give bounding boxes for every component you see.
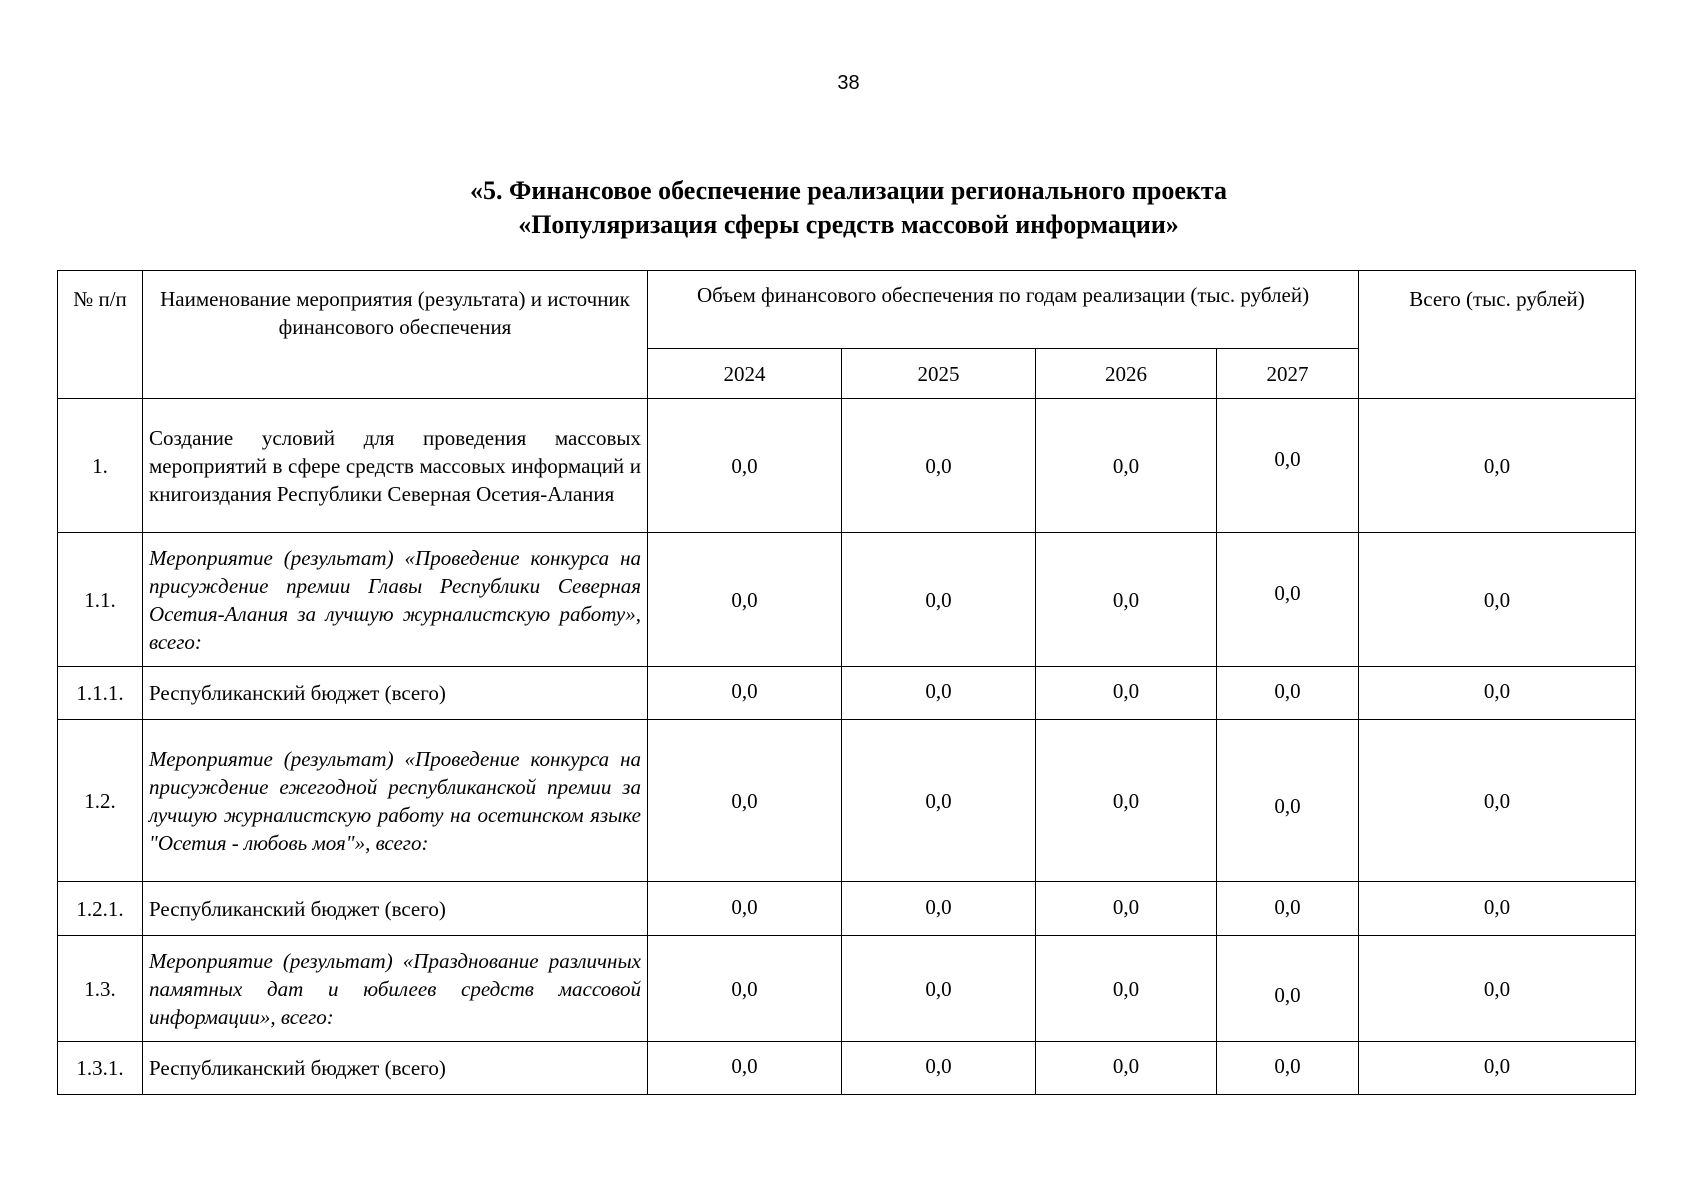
row-value-2025: 0,0 bbox=[842, 399, 1036, 533]
row-total: 0,0 bbox=[1359, 667, 1636, 720]
row-num: 1.1.1. bbox=[58, 667, 143, 720]
row-value-2025: 0,0 bbox=[842, 882, 1036, 936]
header-volume: Объем финансового обеспечения по годам реализации (тыс. рублей) bbox=[648, 271, 1359, 349]
section-title bbox=[0, 174, 1697, 242]
row-num: 1. bbox=[58, 399, 143, 533]
row-value-2027: 0,0 bbox=[1217, 720, 1359, 882]
row-name: Мероприятие (результат) «Проведение конкурса на присуждение премии Главы Республики Северная Осетия-Алания за лучшую журналистскую работу», всего: bbox=[143, 533, 648, 667]
row-total: 0,0 bbox=[1359, 720, 1636, 882]
row-value-2026: 0,0 bbox=[1036, 399, 1217, 533]
page-number: 38 bbox=[837, 72, 860, 94]
header-year-2024: 2024 bbox=[648, 349, 842, 399]
row-name: Мероприятие (результат) «Проведение конкурса на присуждение ежегодной республиканской премии за лучшую журналистскую работу на осетинском языке "Осетия - любовь моя"», всего: bbox=[143, 720, 648, 882]
header-num: № п/п bbox=[58, 271, 143, 399]
row-value-2027: 0,0 bbox=[1217, 936, 1359, 1042]
section-title-line-1: «5. Финансовое обеспечение реализации регионального проекта bbox=[470, 176, 1227, 205]
row-value-2026: 0,0 bbox=[1036, 720, 1217, 882]
row-value-2025: 0,0 bbox=[842, 720, 1036, 882]
row-value-2024: 0,0 bbox=[648, 399, 842, 533]
row-name: Создание условий для проведения массовых мероприятий в сфере средств массовых информаций и книгоиздания Республики Северная Осетия-Алания bbox=[143, 399, 648, 533]
row-name: Республиканский бюджет (всего) bbox=[143, 667, 648, 720]
row-value-2025: 0,0 bbox=[842, 667, 1036, 720]
row-name: Мероприятие (результат) «Празднование различных памятных дат и юбилеев средств массовой информации», всего: bbox=[143, 936, 648, 1042]
row-value-2026: 0,0 bbox=[1036, 667, 1217, 720]
row-name: Республиканский бюджет (всего) bbox=[143, 882, 648, 936]
row-value-2027: 0,0 bbox=[1217, 533, 1359, 667]
row-num: 1.3. bbox=[58, 936, 143, 1042]
row-total: 0,0 bbox=[1359, 1042, 1636, 1095]
row-name: Республиканский бюджет (всего) bbox=[143, 1042, 648, 1095]
row-value-2025: 0,0 bbox=[842, 936, 1036, 1042]
row-num: 1.2.1. bbox=[58, 882, 143, 936]
row-total: 0,0 bbox=[1359, 882, 1636, 936]
row-value-2027: 0,0 bbox=[1217, 667, 1359, 720]
table-row bbox=[58, 667, 1636, 720]
table-row bbox=[58, 882, 1636, 936]
row-value-2026: 0,0 bbox=[1036, 882, 1217, 936]
row-value-2024: 0,0 bbox=[648, 882, 842, 936]
row-total: 0,0 bbox=[1359, 399, 1636, 533]
financing-table bbox=[57, 270, 1636, 1095]
row-num: 1.1. bbox=[58, 533, 143, 667]
table-row bbox=[58, 936, 1636, 1042]
row-total: 0,0 bbox=[1359, 936, 1636, 1042]
table-row bbox=[58, 720, 1636, 882]
table-row bbox=[58, 399, 1636, 533]
row-num: 1.3.1. bbox=[58, 1042, 143, 1095]
row-value-2026: 0,0 bbox=[1036, 936, 1217, 1042]
row-value-2027: 0,0 bbox=[1217, 399, 1359, 533]
section-title-line-2: «Популяризация сферы средств массовой информации» bbox=[518, 210, 1179, 239]
row-value-2024: 0,0 bbox=[648, 936, 842, 1042]
header-name: Наименование мероприятия (результата) и источник финансового обеспечения bbox=[143, 271, 648, 399]
row-total: 0,0 bbox=[1359, 533, 1636, 667]
row-value-2024: 0,0 bbox=[648, 667, 842, 720]
row-value-2024: 0,0 bbox=[648, 720, 842, 882]
row-value-2027: 0,0 bbox=[1217, 1042, 1359, 1095]
row-value-2024: 0,0 bbox=[648, 1042, 842, 1095]
row-value-2025: 0,0 bbox=[842, 1042, 1036, 1095]
header-year-2025: 2025 bbox=[842, 349, 1036, 399]
header-year-2026: 2026 bbox=[1036, 349, 1217, 399]
row-value-2025: 0,0 bbox=[842, 533, 1036, 667]
table-row bbox=[58, 533, 1636, 667]
row-value-2024: 0,0 bbox=[648, 533, 842, 667]
row-num: 1.2. bbox=[58, 720, 143, 882]
row-value-2027: 0,0 bbox=[1217, 882, 1359, 936]
row-value-2026: 0,0 bbox=[1036, 1042, 1217, 1095]
header-total: Всего (тыс. рублей) bbox=[1359, 271, 1636, 399]
header-year-2027: 2027 bbox=[1217, 349, 1359, 399]
row-value-2026: 0,0 bbox=[1036, 533, 1217, 667]
table-row bbox=[58, 1042, 1636, 1095]
